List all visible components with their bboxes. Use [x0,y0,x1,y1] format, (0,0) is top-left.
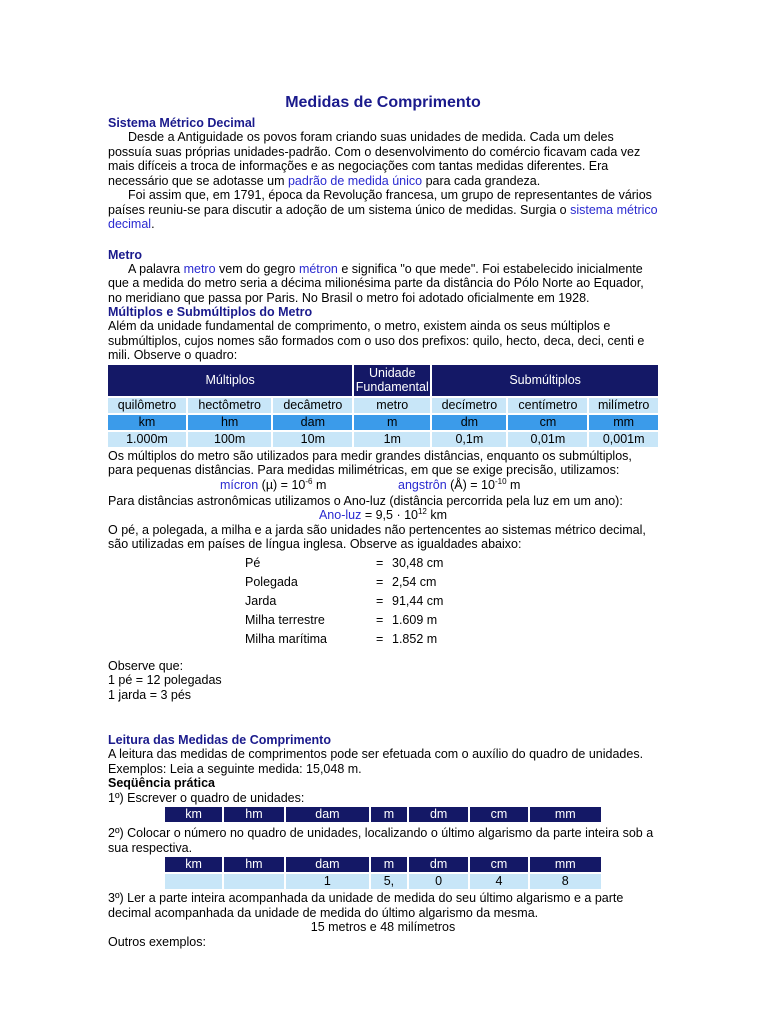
header-unidade: Unidade Fundamental [355,366,429,394]
link-padrao-medida[interactable]: padrão de medida único [287,173,423,188]
link-metron[interactable]: métron [298,261,338,276]
digit-cell: 4 [470,874,527,889]
paragraph-leitura: A leitura das medidas de comprimentos pode ser efetuada com o auxílio do quadro de unidades. Exemplos: Leia a seguinte medida: 15,048 m. [108,747,644,776]
unit-cell: dm [409,807,469,822]
section-heading-sistema: Sistema Métrico Decimal [108,116,256,130]
equality-row [108,630,658,649]
exponent: -10 [494,476,507,486]
sequencia-pratica: Seqüência prática [108,776,215,790]
text: m [506,477,521,492]
digit-cell: 0 [409,874,469,889]
text: e significa "o que mede". Foi estabelecido inicialmente que a medida do metro seria a décima milionésima parte da distância do Pólo Norte ao Equador, no meridiano que passa por Paris. No Brasil o metro foi adotado oficialmente em 1928. [108,261,644,305]
unit-symbol: mm [589,415,658,430]
unit-value: 0,1m [432,432,506,447]
text: m [312,477,327,492]
unit-cell: km [165,857,222,872]
unit-symbol: m [354,415,430,430]
equalities-list [108,554,658,649]
micro-units-line [108,478,658,494]
units-header-table [163,805,603,824]
unit-symbol: km [108,415,186,430]
equality-row [108,554,658,573]
text: = 9,5 · 10 [361,508,418,522]
section-heading-multiplos: Múltiplos e Submúltiplos do Metro [108,305,313,319]
observe-jarda: 1 jarda = 3 pés [108,687,192,702]
step-2: 2º) Colocar o número no quadro de unidades, localizando o último algarismo da parte inteira sob a sua respectiva. [108,826,654,855]
equals-sign: = [376,631,384,646]
text: . [151,217,155,231]
step-3: 3º) Ler a parte inteira acompanhada da unidade de medida do seu último algarismo e a parte decimal acompanhada da unidade de medida do último algarismo da mesma. [108,891,624,920]
equality-name: Polegada [245,574,298,589]
unit-value: 1.000m [108,432,186,447]
unit-name: quilômetro [108,398,186,413]
unit-cell: hm [224,857,284,872]
equality-name: Milha marítima [245,631,327,646]
paragraph-pe-polegada: O pé, a polegada, a milha e a jarda são unidades não pertencentes ao sistemas métrico decimal, são utilizadas em países de língua inglesa. Observe as igualdades abaixo: [108,522,646,551]
unit-cell: dam [286,857,369,872]
paragraph-multiplos-intro: Além da unidade fundamental de comprimento, o metro, existem ainda os seus múltiplos e submúltiplos, cujos nomes são formados com o uso dos prefixos: quilo, hecto, deca, deci, centi e mili. Observe o quadro: [108,319,645,362]
unit-name: decímetro [432,398,506,413]
observe-pe: 1 pé = 12 polegadas [108,673,222,687]
unit-cell: dm [409,857,469,872]
unit-name: milímetro [589,398,658,413]
units-digits-table [163,855,603,891]
equality-row [108,611,658,630]
document-page [108,0,658,949]
unit-name: metro [354,398,430,413]
equality-row [108,573,658,592]
text: Desde a Antiguidade os povos foram criando suas unidades de medida. Cada um deles possuía suas próprias unidades-padrão. Com o desenvolvimento do comércio ficavam cada vez mais difíceis a troca de informações e as negociações com tantas medidas diferentes. Era necessário que se adotasse um [108,130,641,188]
unit-cell: cm [470,807,527,822]
digit-cell: 1 [286,874,369,889]
unit-value: 0,01m [508,432,587,447]
section-heading-metro: Metro [108,247,143,262]
observe-label: Observe que: [108,658,184,673]
paragraph-metro [108,262,658,306]
text: A palavra [128,261,184,276]
link-sistema-metrico[interactable]: sistema métrico decimal [108,202,658,231]
reading-result: 15 metros e 48 milímetros [310,920,456,934]
link-micron[interactable]: mícron [220,477,259,492]
paragraph-antiguidade [108,130,658,188]
header-multiplos: Múltiplos [108,365,352,396]
unit-cell: km [165,807,222,822]
text: (Å) = 10 [446,477,495,492]
units-table [106,363,660,449]
unit-cell: dam [286,807,369,822]
unit-symbol: dam [273,415,352,430]
link-metro[interactable]: metro [183,261,216,276]
unit-value: 1m [354,432,430,447]
link-anoluz[interactable]: Ano-luz [318,508,362,522]
paragraph-1791 [108,188,658,232]
equality-row [108,592,658,611]
equals-sign: = [376,574,384,589]
equality-value: 30,48 cm [392,555,444,570]
equality-value: 1.609 m [392,612,438,627]
text: (µ) = 10 [258,477,306,492]
unit-cell: mm [530,857,601,872]
equality-value: 91,44 cm [392,593,444,608]
digit-cell [165,874,222,889]
unit-value: 100m [188,432,271,447]
micron-formula [220,478,326,493]
unit-name: hectômetro [188,398,271,413]
text: Foi assim que, em 1791, época da Revolução francesa, um grupo de representantes de vários países reuniu-se para discutir a adoção de um sistema único de medidas. Surgia o [108,188,652,217]
equality-name: Pé [245,555,261,570]
exponent: 12 [417,507,427,516]
header-submultiplos: Submúltiplos [432,365,658,396]
equality-value: 1.852 m [392,631,438,646]
equals-sign: = [376,593,384,608]
digit-cell: 5, [371,874,407,889]
paragraph-astronomicas: Para distâncias astronômicas utilizamos o Ano-luz (distância percorrida pela luz em um ano): [108,493,623,508]
unit-symbol: hm [188,415,271,430]
outros-exemplos: Outros exemplos: [108,934,206,949]
digit-cell [224,874,284,889]
unit-name: centímetro [508,398,587,413]
text: para cada grandeza. [422,173,541,188]
unit-cell: hm [224,807,284,822]
unit-value: 10m [273,432,352,447]
text: vem do gegro [215,261,299,276]
anoluz-formula [108,508,658,523]
section-heading-leitura: Leitura das Medidas de Comprimento [108,733,331,747]
unit-symbol: dm [432,415,506,430]
unit-cell: m [371,807,407,822]
unit-value: 0,001m [589,432,658,447]
angstron-formula [398,478,520,493]
unit-cell: cm [470,857,527,872]
equality-name: Jarda [245,593,277,608]
digit-cell: 8 [530,874,601,889]
equals-sign: = [376,612,384,627]
page-title: Medidas de Comprimento [285,94,481,111]
exponent: -6 [305,476,313,486]
unit-name: decâmetro [273,398,352,413]
equals-sign: = [376,555,384,570]
equality-name: Milha terrestre [245,612,325,627]
unit-cell: mm [530,807,601,822]
step-1: 1º) Escrever o quadro de unidades: [108,790,305,805]
equality-value: 2,54 cm [392,574,437,589]
unit-symbol: cm [508,415,587,430]
link-angstron[interactable]: angstrôn [398,477,447,492]
paragraph-multiplos-uso: Os múltiplos do metro são utilizados para medir grandes distâncias, enquanto os submúltiplos, para pequenas distâncias. Para medidas milimétricas, em que se exige precisão, utilizamos: [108,448,632,477]
unit-cell: m [371,857,407,872]
text: km [426,508,448,522]
